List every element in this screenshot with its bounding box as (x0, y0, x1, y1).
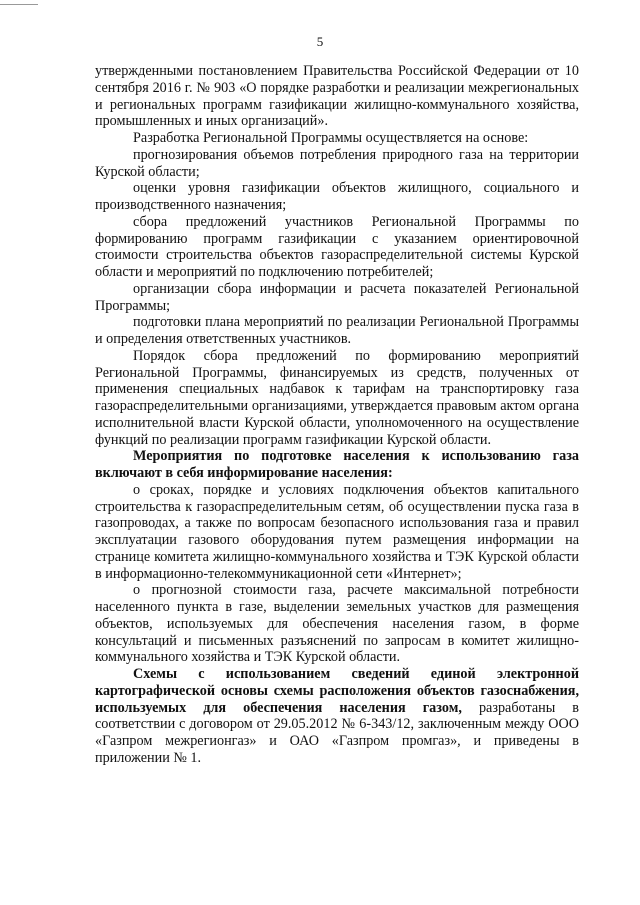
scan-edge-mark (0, 4, 38, 5)
page-number: 5 (316, 34, 324, 49)
list-item-forecasting: прогнозирования объемов потребления природного газа на территории Курской области; (95, 146, 579, 180)
paragraph-continuation: утвержденными постановлением Правительства Российской Федерации от 10 сентября 2016 г. № 903 «О порядке разработки и реализации межрегиональных и региональных программ газификации жилищно-коммунального хозяйства, промышленных и иных организаций». (95, 63, 579, 130)
list-item-connection-info: о сроках, порядке и условиях подключения объектов капитального строительства к газораспределительным сетям, об осуществлении пуска газа в газопроводах, а также по вопросам безопасного использования газа и правил эксплуатации газового оборудования путем размещения информации на странице комитета жилищно-коммунального хозяйства и ТЭК Курской области в информационно-телекоммуникационной сети «Интернет»; (95, 481, 579, 582)
document-body (95, 63, 579, 767)
list-item-plan: подготовки плана мероприятий по реализации Региональной Программы и определения ответственных участников. (95, 314, 579, 347)
paragraph-basis-intro: Разработка Региональной Программы осуществляется на основе: (133, 130, 529, 146)
paragraph-collection-procedure: Порядок сбора предложений по формированию мероприятий Региональной Программы, финансируемых из средств, полученных от применения специальных надбавок к тарифам на транспортировку газа газораспределительными организациями, утверждается правовым актом органа исполнительной власти Курской области, уполномоченного на осуществление функций по реализации программ газификации Курской области. (95, 347, 579, 448)
section-heading-population-preparation: Мероприятия по подготовке населения к использованию газа включают в себя информирование населения: (95, 448, 579, 481)
schemes-bold-lead: Схемы с использованием сведений единой электронной картографической основы схемы расположения объектов газоснабжения, используемых для обеспечения населения газом, (95, 666, 579, 716)
schemes-text: разработаны в соответствии с договором от 29.05.2012 № 6-343/12, заключенным между ООО «Газпром межрегионгаз» и ОАО «Газпром промгаз», и приведены в приложении № 1. (95, 699, 579, 766)
list-item-organization: организации сбора информации и расчета показателей Региональной Программы; (95, 280, 579, 314)
paragraph-schemes (95, 666, 579, 767)
list-item-assessment: оценки уровня газификации объектов жилищного, социального и производственного назначения; (95, 180, 579, 213)
list-item-proposals: сбора предложений участников Региональной Программы по формированию программ газификации с указанием ориентировочной стоимости строительства объектов газораспределительной системы Курской области и мероприятий по подключению потребителей; (95, 213, 579, 280)
list-item-gas-cost-info: о прогнозной стоимости газа, расчете максимальной потребности населенного пункта в газе, выделении земельных участков для размещения объектов, используемых для обеспечения населения газом, в форме консультаций и письменных разъяснений по запросам в комитет жилищно-коммунального хозяйства и ТЭК Курской области. (95, 582, 579, 666)
